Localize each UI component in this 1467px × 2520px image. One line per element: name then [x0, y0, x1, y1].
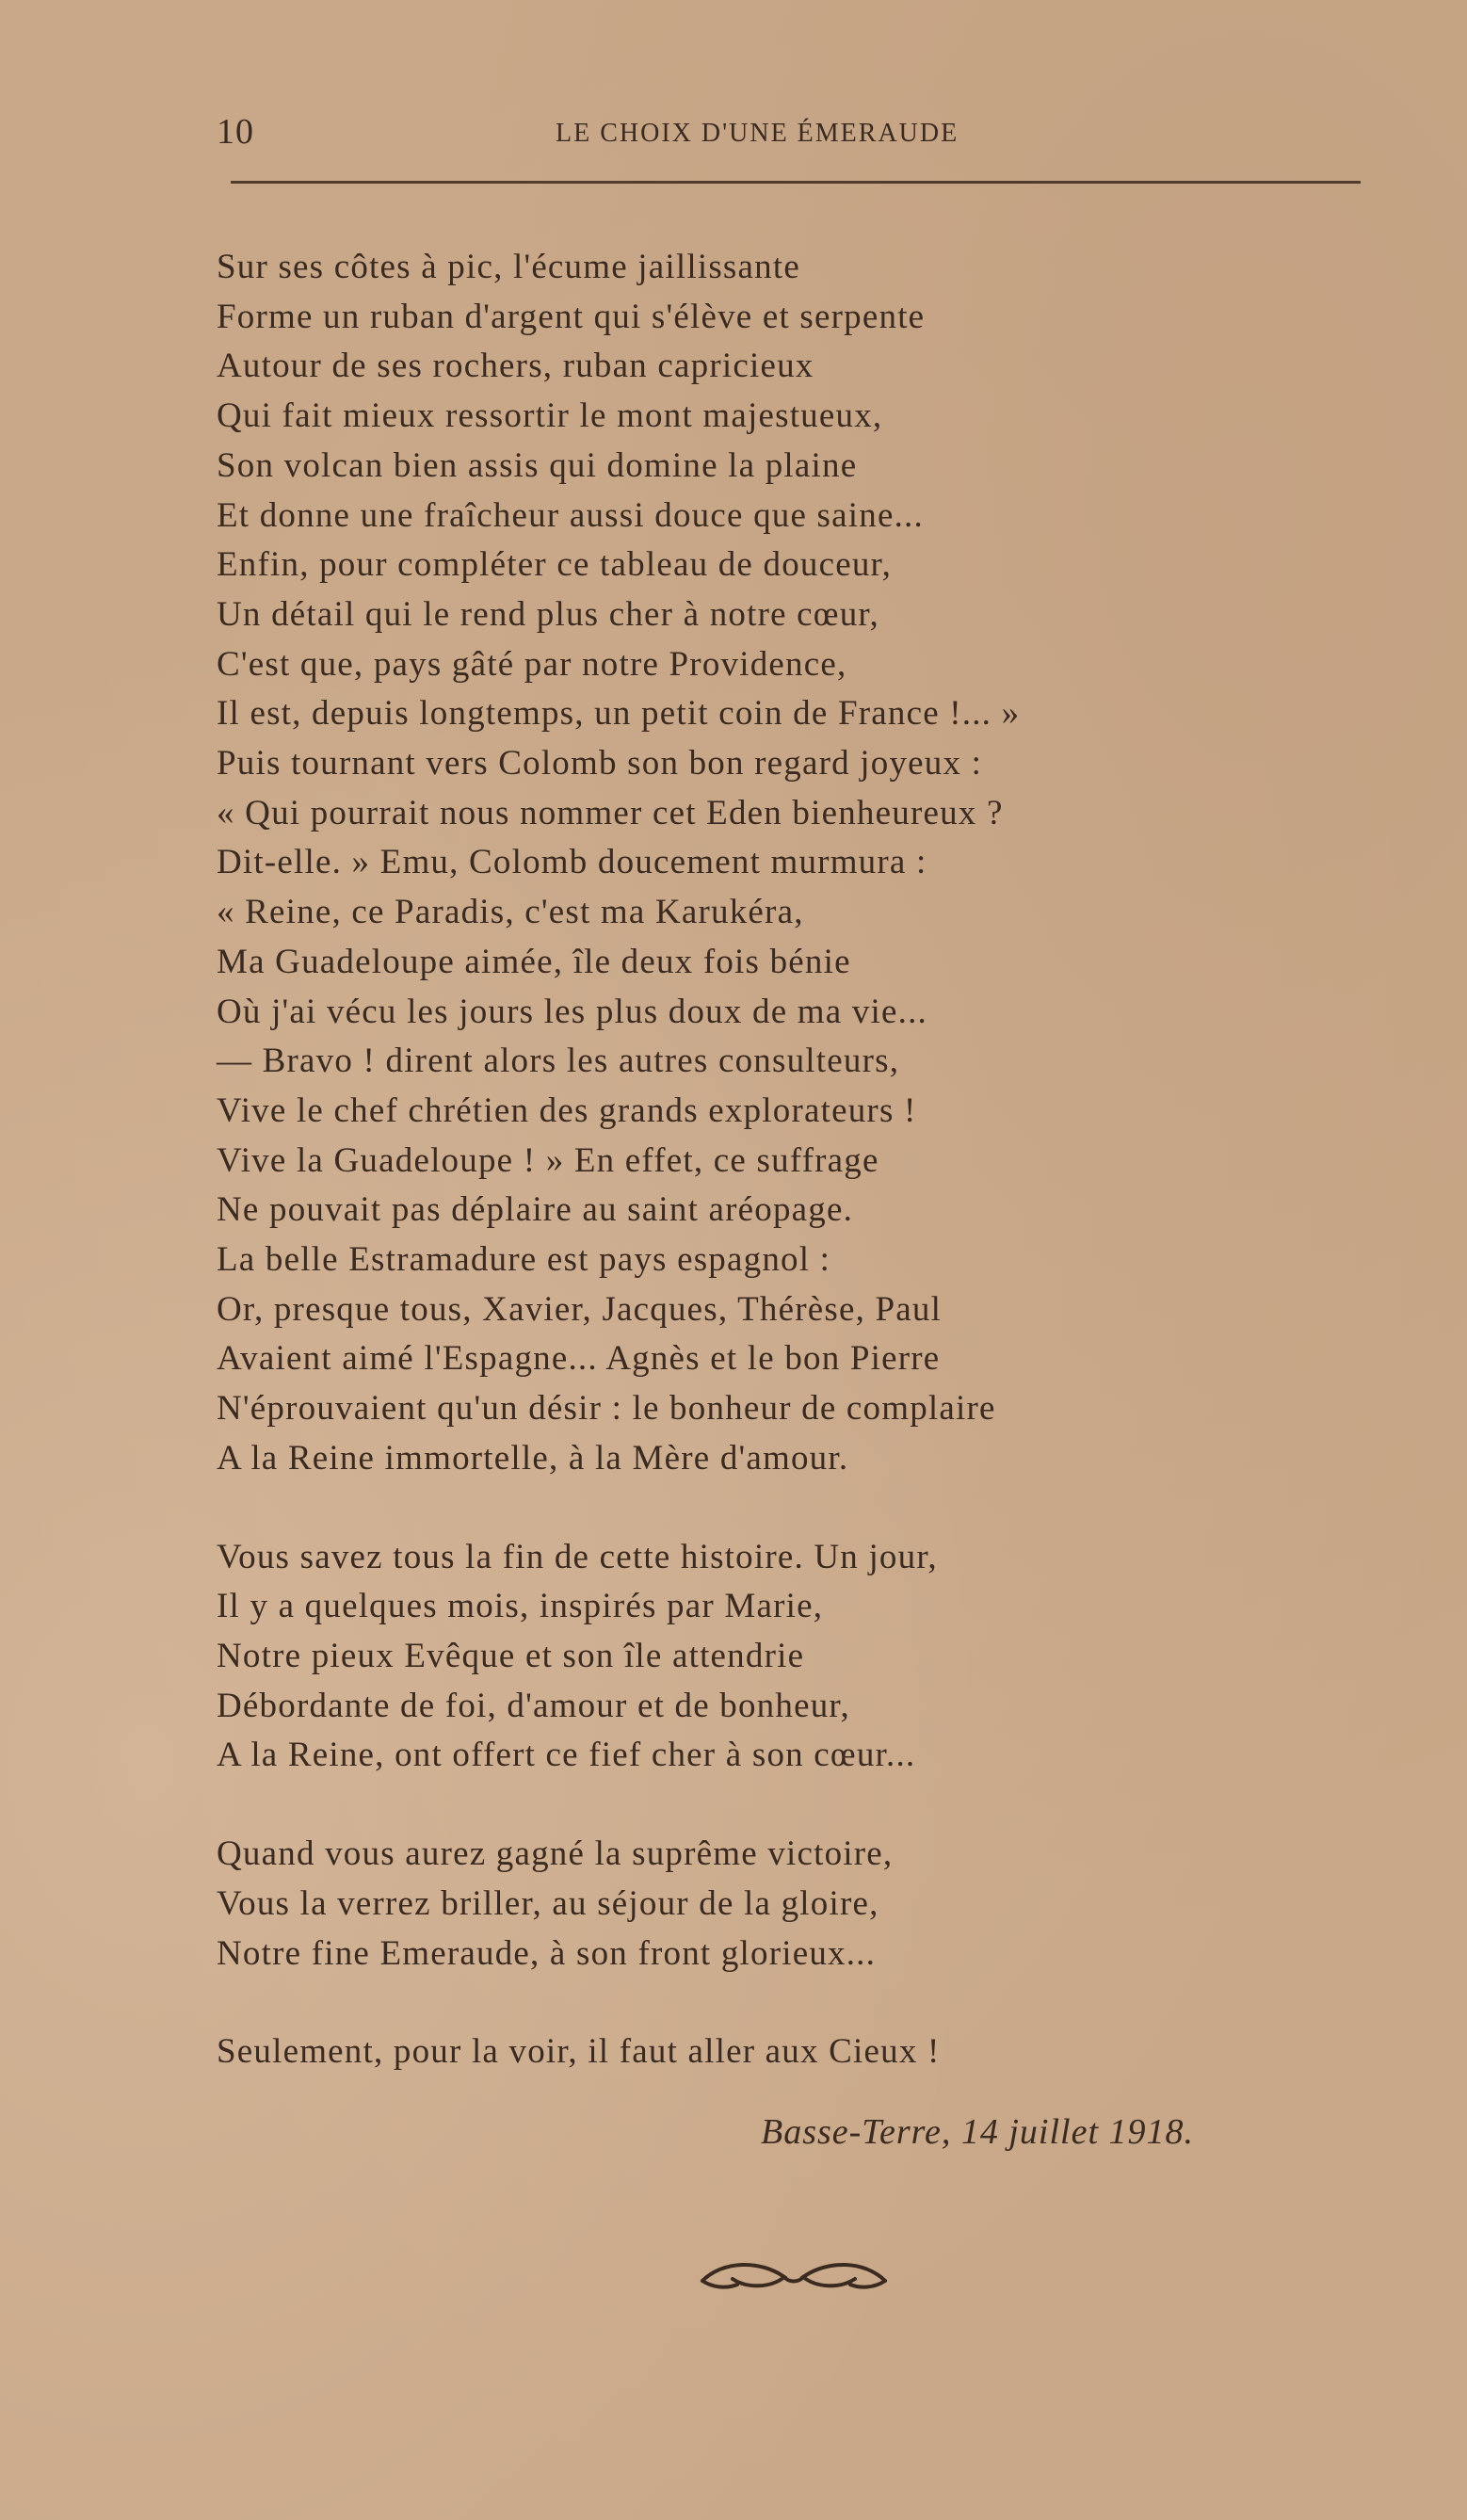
poem-line: Puis tournant vers Colomb son bon regard joyeux : — [217, 744, 983, 783]
poem-line: N'éprouvaient qu'un désir : le bonheur de complaire — [217, 1389, 996, 1429]
poem-line: Avaient aimé l'Espagne... Agnès et le bon Pierre — [217, 1339, 941, 1379]
poem-line: Il est, depuis longtemps, un petit coin de France !... » — [217, 694, 1021, 734]
running-title: LE CHOIX D'UNE ÉMERAUDE — [556, 119, 959, 148]
poem-line: Sur ses côtes à pic, l'écume jaillissante — [217, 248, 800, 286]
poem-line: Un détail qui le rend plus cher à notre cœur, — [217, 594, 879, 634]
poem-line: Vive la Guadeloupe ! » En effet, ce suffrage — [217, 1140, 879, 1180]
poem-line: Ne pouvait pas déplaire au saint aréopage. — [217, 1190, 854, 1230]
fleuron-ornament-icon — [695, 2251, 893, 2298]
poem-line: Qui fait mieux ressortir le mont majestueux, — [217, 396, 883, 436]
poem-line: La belle Estramadure est pays espagnol : — [217, 1240, 831, 1280]
poem-line: Vous la verrez briller, au séjour de la gloire, — [217, 1883, 879, 1923]
poem-line: Autour de ses rochers, ruban capricieux — [217, 347, 814, 386]
poem-line: « Reine, ce Paradis, c'est ma Karukéra, — [217, 893, 804, 932]
stanza — [217, 1830, 1346, 1979]
poem-line: Enfin, pour compléter ce tableau de douceur, — [217, 545, 893, 585]
poem-line: A la Reine, ont offert ce fief cher à son cœur... — [217, 1736, 916, 1775]
stanza — [217, 243, 1346, 1484]
poem-line: Ma Guadeloupe aimée, île deux fois bénie — [217, 942, 851, 981]
poem-line: Il y a quelques mois, inspirés par Marie, — [217, 1587, 824, 1626]
poem-line: — Bravo ! dirent alors les autres consulteurs, — [217, 1042, 900, 1081]
poem-line: C'est que, pays gâté par notre Providence, — [217, 644, 847, 684]
poem-line: Son volcan bien assis qui domine la plaine — [217, 445, 858, 485]
poem-line: Débordante de foi, d'amour et de bonheur, — [217, 1686, 850, 1725]
poem-line: Et donne une fraîcheur aussi douce que saine... — [217, 495, 924, 535]
header-rule — [231, 181, 1361, 184]
place-date-signature: Basse-Terre, 14 juillet 1918. — [761, 2112, 1195, 2152]
poem-line: Or, presque tous, Xavier, Jacques, Thérèse, Paul — [217, 1289, 943, 1329]
poem-line: Où j'ai vécu les jours les plus doux de ma vie... — [217, 992, 927, 1031]
stanza — [217, 2027, 1346, 2077]
poem-line: Seulement, pour la voir, il faut aller aux Cieux ! — [217, 2032, 941, 2072]
poem-line: A la Reine immortelle, à la Mère d'amour. — [217, 1438, 849, 1478]
poem-line: Notre pieux Evêque et son île attendrie — [217, 1636, 805, 1675]
poem-line: Forme un ruban d'argent qui s'élève et serpente — [217, 297, 926, 336]
poem-line: Notre fine Emeraude, à son front glorieux... — [217, 1933, 877, 1973]
poem-line: « Qui pourrait nous nommer cet Eden bienheureux ? — [217, 793, 1004, 832]
page-number: 10 — [217, 112, 254, 152]
poem-line: Vous savez tous la fin de cette histoire. Un jour, — [217, 1537, 938, 1576]
poem-body — [217, 243, 1346, 2126]
poem-line: Vive le chef chrétien des grands explorateurs ! — [217, 1090, 917, 1130]
stanza — [217, 1533, 1346, 1782]
poem-line: Quand vous aurez gagné la suprême victoire, — [217, 1834, 894, 1874]
poem-line: Dit-elle. » Emu, Colomb doucement murmura : — [217, 843, 927, 882]
page-header — [217, 111, 1365, 152]
